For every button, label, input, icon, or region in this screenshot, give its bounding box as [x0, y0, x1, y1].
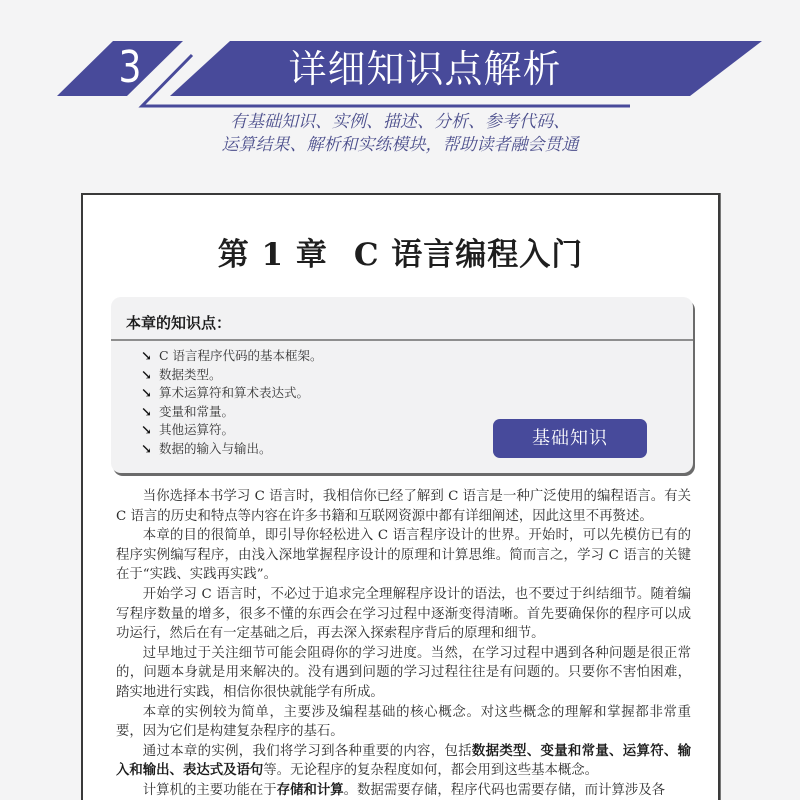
arrow-down-right-icon: ↘	[141, 441, 152, 457]
list-item: ↘ 其他运算符。	[141, 421, 323, 440]
section-title: 详细知识点解析	[288, 47, 562, 91]
paragraph: 当你选择本书学习 C 语言时，我相信你已经了解到 C 语言是一种广泛使用的编程语言。有关 C 语言的历史和特点等内容在许多书籍和互联网资源中都有详细阐述，因此这里不再赘述。	[116, 489, 691, 524]
paragraph: 过早地过于关注细节可能会阻碍你的学习进度。当然，在学习过程中遇到各种问题是很正常的，问题本身就是用来解决的。没有遇到问题的学习过程往往是有问题的。只要你不害怕困难，踏实地进行实践，相信你很快就能学有所成。	[116, 645, 691, 700]
list-item: ↘ C 语言程序代码的基本框架。	[141, 347, 323, 366]
chapter-title: C 语言编程入门	[353, 237, 584, 273]
list-item: ↘ 数据类型。	[141, 366, 323, 385]
basic-knowledge-badge: 基础知识	[493, 419, 647, 458]
bold-keywords: 存储和计算	[276, 782, 344, 798]
chapter-heading	[83, 229, 718, 274]
chapter-label: 第 1 章	[217, 237, 328, 273]
divider	[111, 339, 693, 341]
paragraph: 开始学习 C 语言时，不必过于追求完全理解程序设计的语法，也不要过于纠结细节。随着编写程序数量的增多，很多不懂的东西会在学习过程中逐渐变得清晰。首先要确保你的程序可以成功运行，然后在有一定基础之后，再去深入探索程序背后的原理和细节。	[116, 586, 691, 642]
knowledge-points-list	[141, 347, 323, 459]
paragraph: 计算机的主要功能在于存储和计算。数据需要存储，程序代码也需要存储，而计算涉及各	[142, 782, 666, 798]
book-page-preview	[81, 193, 720, 800]
arrow-down-right-icon: ↘	[141, 367, 152, 383]
chapter-body-text	[116, 487, 691, 800]
list-item: ↘ 变量和常量。	[141, 403, 323, 422]
list-item: ↘ 算术运算符和算术表达式。	[141, 384, 323, 403]
arrow-down-right-icon: ↘	[141, 386, 152, 402]
arrow-down-right-icon: ↘	[141, 423, 152, 439]
bold-keywords: 数据类型、变量和常量、运算符、输入和输出、表达式及语句	[116, 743, 692, 779]
paragraph: 本章的实例较为简单，主要涉及编程基础的核心概念。对这些概念的理解和掌握都非常重要，因为它们是构建复杂程序的基石。	[116, 704, 691, 740]
arrow-down-right-icon: ↘	[141, 404, 152, 420]
subtitle-line-2: 运算结果、解析和实练模块，帮助读者融会贯通	[221, 135, 579, 155]
paragraph: 通过本章的实例，我们将学习到各种重要的内容，包括数据类型、变量和常量、运算符、输入和输出、表达式及语句等。无论程序的复杂程度如何，都会用到这些基本概念。	[116, 743, 692, 779]
subtitle-line-1: 有基础知识、实例、描述、分析、参考代码、	[230, 112, 570, 132]
list-item: ↘ 数据的输入与输出。	[141, 440, 323, 459]
arrow-down-right-icon: ↘	[141, 349, 152, 364]
knowledge-points-box	[111, 297, 693, 473]
knowledge-points-header: 本章的知识点：	[126, 314, 232, 332]
section-number: 3	[118, 42, 142, 93]
paragraph: 本章的目的很简单，即引导你轻松进入 C 语言程序设计的世界。开始时，可以先模仿已有的程序实例编写程序，由浅入深地掌握程序设计的原理和计算思维。简而言之，学习 C 语言的关键在于“实践、实践再实践”。	[116, 528, 691, 583]
